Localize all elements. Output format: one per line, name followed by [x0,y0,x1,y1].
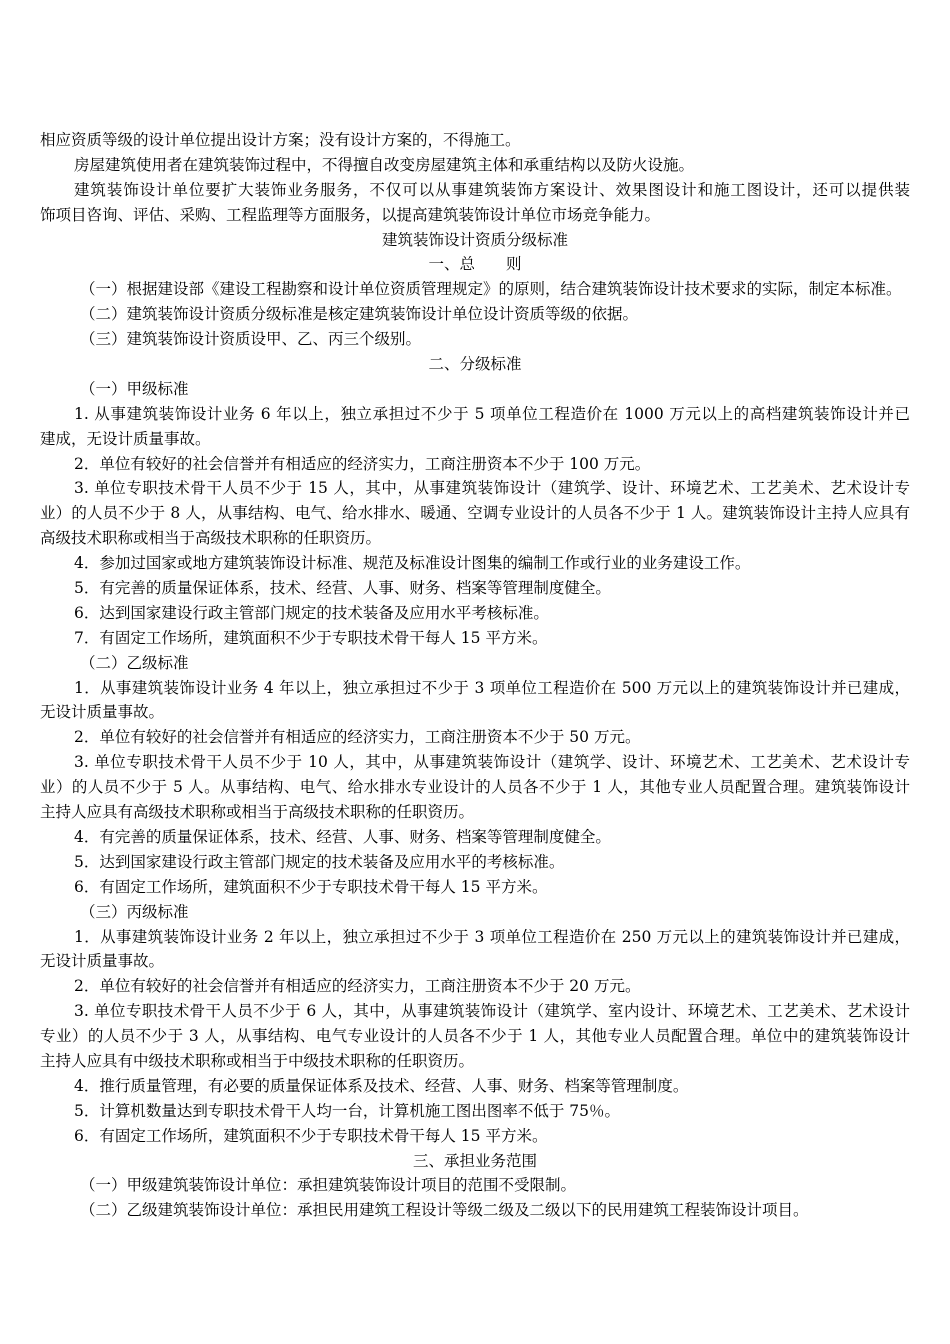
paragraph-line: 3. 单位专职技术骨干人员不少于 10 人，其中，从事建筑装饰设计（建筑学、设计、环境艺术、工艺美术、艺术设计专 [74,753,910,772]
paragraph-line: 3. 单位专职技术骨干人员不少于 6 人，其中，从事建筑装饰设计（建筑学、室内设计、环境艺术、工艺美术、艺术设计 [74,1002,910,1021]
section-heading: 三、承担业务范围 [412,1151,537,1170]
paragraph-line: 2．单位有较好的社会信誉并有相适应的经济实力，工商注册资本不少于 100 万元。 [74,454,651,473]
section-heading: 一、总 则 [428,255,522,274]
paragraph-line: 1．从事建筑装饰设计业务 2 年以上，独立承担过不少于 3 项单位工程造价在 250 万元以上的建筑装饰设计并已建成， [74,927,910,946]
paragraph-line: 6．有固定工作场所，建筑面积不少于专职技术骨干每人 15 平方米。 [74,1126,548,1145]
paragraph-line: 7．有固定工作场所，建筑面积不少于专职技术骨干每人 15 平方米。 [74,628,548,647]
paragraph-line: 5．达到国家建设行政主管部门规定的技术装备及应用水平的考核标准。 [74,852,565,871]
paragraph-line: 3. 单位专职技术骨干人员不少于 15 人，其中，从事建筑装饰设计（建筑学、设计、环境艺术、工艺美术、艺术设计专 [74,479,910,498]
paragraph-line: （二）乙级建筑装饰设计单位：承担民用建筑工程设计等级二级及二级以下的民用建筑工程装饰设计项目。 [80,1201,809,1220]
paragraph-line: 4．有完善的质量保证体系，技术、经营、人事、财务、档案等管理制度健全。 [74,827,611,846]
paragraph-line: 6．达到国家建设行政主管部门规定的技术装备及应用水平考核标准。 [74,603,549,622]
section-title: 建筑装饰设计资质分级标准 [381,230,568,249]
subsection-heading: （一）甲级标准 [80,379,189,398]
paragraph-line: 2．单位有较好的社会信誉并有相适应的经济实力，工商注册资本不少于 50 万元。 [74,728,641,747]
paragraph-line: 4．推行质量管理，有必要的质量保证体系及技术、经营、人事、财务、档案等管理制度。 [74,1076,689,1095]
paragraph-line: 专业）的人员不少于 3 人，从事结构、电气专业设计的人员各不少于 1 人，其他专业人员配置合理。单位中的建筑装饰设计 [40,1027,910,1046]
paragraph-line: （二）建筑装饰设计资质分级标准是核定建筑装饰设计单位设计资质等级的依据。 [80,305,639,324]
paragraph-line: 1．从事建筑装饰设计业务 4 年以上，独立承担过不少于 3 项单位工程造价在 500 万元以上的建筑装饰设计并已建成， [74,678,910,697]
paragraph-line: 4．参加过国家或地方建筑装饰设计标准、规范及标准设计图集的编制工作或行业的业务建设工作。 [74,554,751,573]
paragraph-line: 业）的人员不少于 5 人。从事结构、电气、给水排水专业设计的人员各不少于 1 人，其他专业人员配置合理。建筑装饰设计 [40,778,910,797]
paragraph-line: 建筑装饰设计单位要扩大装饰业务服务，不仅可以从事建筑装饰方案设计、效果图设计和施工图设计，还可以提供装 [74,180,910,199]
paragraph-line: 主持人应具有中级技术职称或相当于中级技术职称的任职资历。 [40,1051,475,1070]
paragraph-line: 2．单位有较好的社会信誉并有相适应的经济实力，工商注册资本不少于 20 万元。 [74,977,641,996]
document-body [40,128,910,1223]
subsection-heading: （三）丙级标准 [80,902,189,921]
paragraph-line: 无设计质量事故。 [40,703,165,722]
paragraph-line: 业）的人员不少于 8 人，从事结构、电气、给水排水、暖通、空调专业设计的人员各不少于 1 人。建筑装饰设计主持人应具有 [40,504,910,523]
section-heading: 二、分级标准 [428,355,522,374]
paragraph-line: 相应资质等级的设计单位提出设计方案；没有设计方案的，不得施工。 [40,131,521,149]
subsection-heading: （二）乙级标准 [80,653,189,672]
paragraph-line: 5．有完善的质量保证体系，技术、经营、人事、财务、档案等管理制度健全。 [74,579,611,598]
paragraph-line: 1. 从事建筑装饰设计业务 6 年以上，独立承担过不少于 5 项单位工程造价在 1000 万元以上的高档建筑装饰设计并已 [74,404,910,423]
paragraph-line: （一）根据建设部《建设工程勘察和设计单位资质管理规定》的原则，结合建筑装饰设计技术要求的实际，制定本标准。 [80,280,902,299]
paragraph-line: 主持人应具有高级技术职称或相当于高级技术职称的任职资历。 [40,803,475,822]
paragraph-line: 5．计算机数量达到专职技术骨干人均一台，计算机施工图出图率不低于 75％。 [74,1101,621,1120]
paragraph-line: （一）甲级建筑装饰设计单位：承担建筑装饰设计项目的范围不受限制。 [80,1176,577,1195]
paragraph-line: 房屋建筑使用者在建筑装饰过程中，不得擅自改变房屋建筑主体和承重结构以及防火设施。 [74,155,695,174]
paragraph-line: 高级技术职称或相当于高级技术职称的任职资历。 [40,529,382,548]
paragraph-line: 无设计质量事故。 [40,952,165,971]
paragraph-line: 6．有固定工作场所，建筑面积不少于专职技术骨干每人 15 平方米。 [74,877,548,896]
paragraph-line: 建成，无设计质量事故。 [40,429,211,448]
paragraph-line: （三）建筑装饰设计资质设甲、乙、丙三个级别。 [80,330,422,349]
paragraph-line: 饰项目咨询、评估、采购、工程监理等方面服务，以提高建筑装饰设计单位市场竞争能力。 [40,205,661,224]
